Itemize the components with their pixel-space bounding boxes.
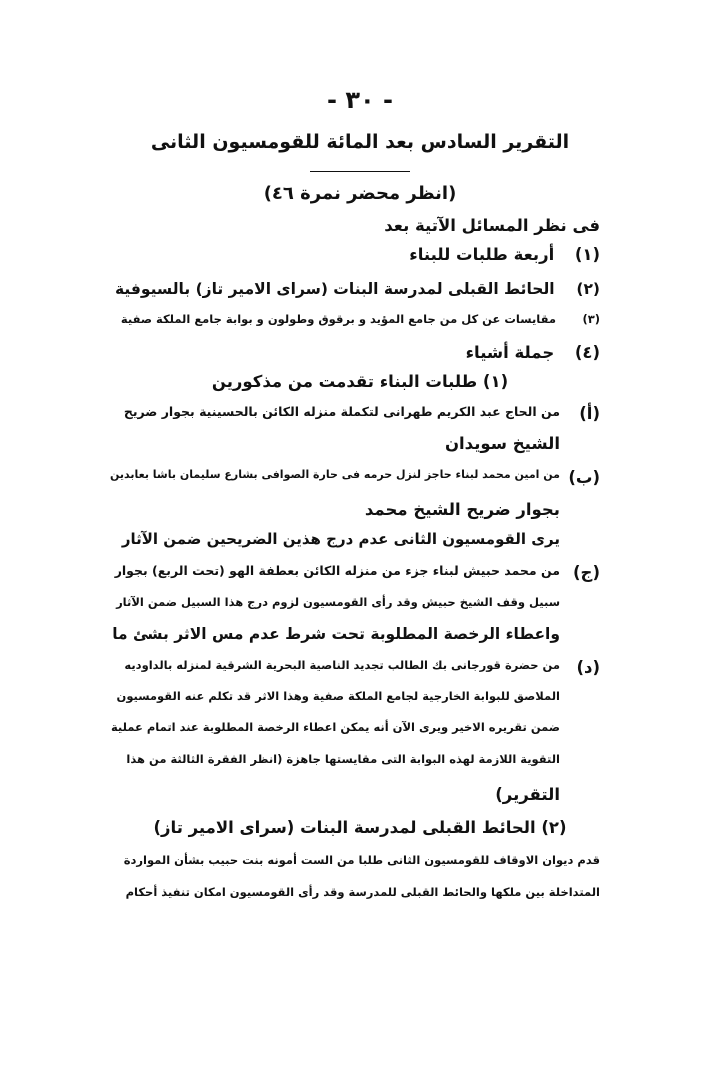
list-item-text: الحائط القبلى لمدرسة البنات (سراى الامير تاز) بالسيوفية [115, 280, 555, 298]
list-item-text: جملة أشياء [465, 343, 555, 362]
paragraph-line: من حضرة قورجانى بك الطالب تجديد الناصية البحرية الشرقية لمنزله بالداوديه [124, 658, 560, 672]
paragraph-number: (ج) [573, 563, 600, 582]
list-item [409, 245, 600, 264]
paragraph-line: الملاصق للبوابة الخارجية لجامع الملكة صفية وهذا الاثر قد تكلم عنه القومسيون [116, 689, 560, 703]
paragraph-number: (أ) [579, 404, 600, 423]
list-item-number: (٢) [576, 280, 600, 298]
report-title: التقرير السادس بعد المائة للقومسيون الثانى [150, 131, 570, 153]
paragraph-line: ضمن تقريره الاخير ويرى الآن أنه يمكن اعطاء الرخصة المطلوبة عند اتمام عملية [110, 720, 560, 734]
title-underline [310, 171, 410, 172]
closing-line: قدم ديوان الاوقاف للقومسيون الثانى طلبا من الست أمونه بنت حبيب بشأن المواردة [123, 853, 600, 867]
list-item-number: (١) [574, 245, 600, 264]
list-item-number: (٤) [574, 343, 600, 362]
section-heading-1: (١) طلبات البناء تقدمت من مذكورين [211, 372, 509, 391]
page-number: - ٣٠ - [327, 86, 393, 114]
paragraph-line: الشيخ سويدان [444, 434, 560, 453]
paragraph-line: يرى القومسيون الثانى عدم درج هذين الضريحين ضمن الآثار [121, 530, 560, 548]
paragraph-line: سبيل وقف الشيخ حبيش وقد رأى القومسيون لزوم درج هذا السبيل ضمن الآثار [116, 595, 560, 609]
paragraph-line: من محمد حبيش لبناء جزء من منزله الكائن بعطفة الهو (تحت الربع) بجوار [114, 563, 560, 578]
list-item [121, 312, 600, 326]
paragraph-line: واعطاء الرخصة المطلوبة تحت شرط عدم مس الاثر بشئ ما [112, 625, 560, 643]
paragraph-number: (د) [576, 658, 600, 677]
paragraph-line: التقوية اللازمة لهذه البوابة التى مقايستها جاهزة (انظر الفقرة الثالثة من هذا [126, 752, 560, 766]
paragraph-number: (ب) [568, 468, 600, 487]
list-item-number: (٣) [582, 312, 600, 326]
reference-note: (انظر محضر نمرة ٤٦) [263, 183, 457, 204]
paragraph-line: بجوار ضريح الشيخ محمد [364, 500, 560, 519]
closing-line: المتداخلة بين ملكها والحائط القبلى للمدرسة وقد رأى القومسيون امكان تنفيذ أحكام [125, 885, 600, 899]
list-item [466, 343, 600, 362]
list-item [115, 280, 600, 298]
paragraph-line: التقرير) [495, 785, 560, 804]
list-item-text: مقايسات عن كل من جامع المؤيد و برقوق وطولون و بوابة جامع الملكة صفية [120, 312, 556, 326]
paragraph-line: من امين محمد لبناء حاجز لنزل حرمه فى حارة الصوافى بشارع سليمان باشا بعابدين [109, 468, 560, 481]
intro-line: فى نظر المسائل الآتية بعد [384, 216, 600, 235]
list-item-text: أربعة طلبات للبناء [409, 245, 555, 264]
paragraph-line: من الحاج عبد الكريم طهرانى لتكملة منزله الكائن بالحسينية بجوار ضريح [123, 404, 560, 419]
section-heading-2: (٢) الحائط القبلى لمدرسة البنات (سراى الامير تاز) [153, 818, 567, 837]
